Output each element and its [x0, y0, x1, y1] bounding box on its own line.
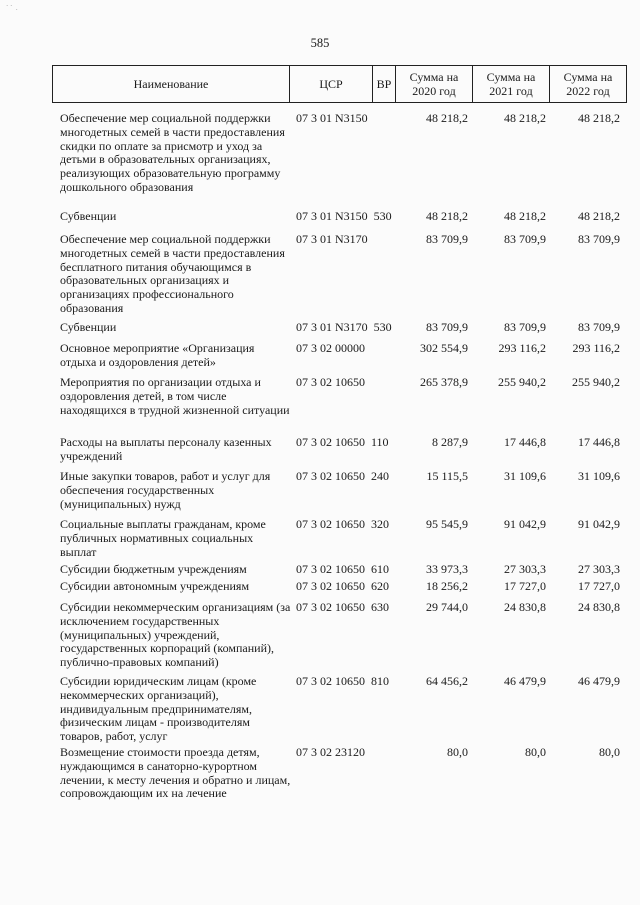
- row-vr: 240: [371, 469, 389, 483]
- row-vr: 110: [371, 435, 389, 449]
- row-vr: 530: [373, 320, 392, 334]
- row-vr: 630: [371, 600, 389, 614]
- row-2020: 29 744,0: [426, 600, 468, 614]
- row-name: Возмещение стоимости проезда детям, нуждающимся в санаторно-курортном лечении, к месту лечения и обратно и лицам, сопровождающим их на лечение: [60, 745, 291, 801]
- row-csr: 07 3 02 10650: [296, 674, 365, 688]
- row-csr-vr: [296, 436, 406, 450]
- row-2021: 80,0: [525, 745, 546, 759]
- row-csr: 07 3 02 10650: [296, 469, 365, 483]
- row-name: Субсидии юридическим лицам (кроме некоммерческих организаций), индивидуальным предпринимателям, физическим лицам - производителям товаров, работ, услуг: [60, 674, 257, 744]
- row-2022: 91 042,9: [578, 517, 620, 531]
- row-name: Расходы на выплаты персоналу казенных учреждений: [60, 435, 272, 463]
- row-csr: 07 3 01 N3170: [296, 232, 368, 246]
- row-2020: 8 287,9: [432, 435, 468, 449]
- header-csr: ЦСР: [290, 66, 373, 103]
- row-2021: 48 218,2: [504, 111, 546, 125]
- row-name: Субсидии бюджетным учреждениям: [60, 562, 247, 576]
- row-csr: 07 3 02 10650: [296, 435, 365, 449]
- row-2021: 31 109,6: [504, 469, 546, 483]
- row-2021: 24 830,8: [504, 600, 546, 614]
- row-name: Обеспечение мер социальной поддержки многодетных семей в части предоставления бесплатного питания обучающимся в образовательных организациях и организациях профессионального образования: [60, 232, 285, 315]
- row-2022: 80,0: [599, 745, 620, 759]
- row-2021: 46 479,9: [504, 674, 546, 688]
- row-csr-vr: [296, 321, 406, 335]
- row-csr-vr: [296, 342, 406, 356]
- row-2022: 24 830,8: [578, 600, 620, 614]
- row-name: Субвенции: [60, 209, 117, 223]
- row-vr: 320: [371, 517, 389, 531]
- row-2021: 255 940,2: [498, 375, 546, 389]
- row-csr: 07 3 01 N3150: [296, 111, 368, 125]
- row-csr: 07 3 02 00000: [296, 341, 365, 355]
- row-name: Субсидии некоммерческим организациям (за исключением государственных (муниципальных) учреждений, государственных корпораций (компаний), публично-правовых компаний): [60, 600, 291, 670]
- header-2020: Сумма на 2020 год: [396, 66, 473, 103]
- row-2022: 31 109,6: [578, 469, 620, 483]
- row-2022: 293 116,2: [572, 341, 620, 355]
- row-vr: 620: [371, 579, 389, 593]
- row-2021: 17 446,8: [504, 435, 546, 449]
- row-csr: 07 3 02 10650: [296, 600, 365, 614]
- row-csr: 07 3 01 N3170: [296, 320, 368, 334]
- row-2021: 48 218,2: [504, 209, 546, 223]
- row-name: Основное мероприятие «Организация отдыха и оздоровления детей»: [60, 341, 255, 369]
- row-2022: 255 940,2: [572, 375, 620, 389]
- row-2020: 18 256,2: [426, 579, 468, 593]
- row-csr-vr: [296, 470, 406, 484]
- row-name: Социальные выплаты гражданам, кроме публичных нормативных социальных выплат: [60, 517, 266, 559]
- row-csr: 07 3 02 10650: [296, 579, 365, 593]
- row-2020: 265 378,9: [420, 375, 468, 389]
- row-csr: 07 3 02 23120: [296, 745, 365, 759]
- row-2020: 95 545,9: [426, 517, 468, 531]
- row-2020: 64 456,2: [426, 674, 468, 688]
- row-2020: 48 218,2: [426, 111, 468, 125]
- row-2020: 83 709,9: [426, 232, 468, 246]
- row-2021: 83 709,9: [504, 232, 546, 246]
- row-2020: 83 709,9: [426, 320, 468, 334]
- header-vr: ВР: [373, 66, 396, 103]
- row-2022: 17 727,0: [578, 579, 620, 593]
- row-2022: 83 709,9: [578, 320, 620, 334]
- row-name: Субвенции: [60, 320, 117, 334]
- corner-mark: ˊ ˊ .: [6, 4, 18, 12]
- row-csr-vr: [296, 601, 406, 615]
- row-csr: 07 3 01 N3150: [296, 209, 368, 223]
- row-2021: 91 042,9: [504, 517, 546, 531]
- row-csr: 07 3 02 10650: [296, 562, 365, 576]
- row-2021: 17 727,0: [504, 579, 546, 593]
- row-vr: 530: [373, 209, 392, 223]
- row-2020: 15 115,5: [426, 469, 468, 483]
- header-name: Наименование: [53, 66, 290, 103]
- row-csr-vr: [296, 233, 406, 247]
- row-vr: 810: [371, 674, 389, 688]
- row-name: Обеспечение мер социальной поддержки многодетных семей в части предоставления скидки по оплате за присмотр и уход за детьми в образовательных организациях, реализующих образовательную программу дошкольного образования: [60, 111, 285, 194]
- row-2021: 293 116,2: [498, 341, 546, 355]
- row-2020: 33 973,3: [426, 562, 468, 576]
- page-number: 585: [310, 36, 330, 50]
- row-vr: 610: [371, 562, 389, 576]
- row-name: Мероприятия по организации отдыха и оздоровления детей, в том числе находящихся в трудной жизненной ситуации: [60, 375, 290, 417]
- row-csr-vr: [296, 746, 406, 760]
- row-csr-vr: [296, 563, 406, 577]
- row-2021: 27 303,3: [504, 562, 546, 576]
- row-2022: 48 218,2: [578, 209, 620, 223]
- row-csr-vr: [296, 675, 406, 689]
- row-2020: 48 218,2: [426, 209, 468, 223]
- row-csr-vr: [296, 210, 406, 224]
- row-2022: 83 709,9: [578, 232, 620, 246]
- row-name: Субсидии автономным учреждениям: [60, 579, 250, 593]
- row-2022: 46 479,9: [578, 674, 620, 688]
- header-2022: Сумма на 2022 год: [550, 66, 627, 103]
- row-2020: 302 554,9: [420, 341, 468, 355]
- row-2022: 48 218,2: [578, 111, 620, 125]
- row-name: Иные закупки товаров, работ и услуг для обеспечения государственных (муниципальных) нужд: [60, 469, 271, 511]
- row-csr: 07 3 02 10650: [296, 375, 365, 389]
- row-2021: 83 709,9: [504, 320, 546, 334]
- row-2022: 17 446,8: [578, 435, 620, 449]
- row-csr: 07 3 02 10650: [296, 517, 365, 531]
- header-2021: Сумма на 2021 год: [473, 66, 550, 103]
- row-2020: 80,0: [447, 745, 468, 759]
- row-2022: 27 303,3: [578, 562, 620, 576]
- row-csr-vr: [296, 112, 406, 126]
- row-csr-vr: [296, 518, 406, 532]
- row-csr-vr: [296, 580, 406, 594]
- row-csr-vr: [296, 376, 406, 390]
